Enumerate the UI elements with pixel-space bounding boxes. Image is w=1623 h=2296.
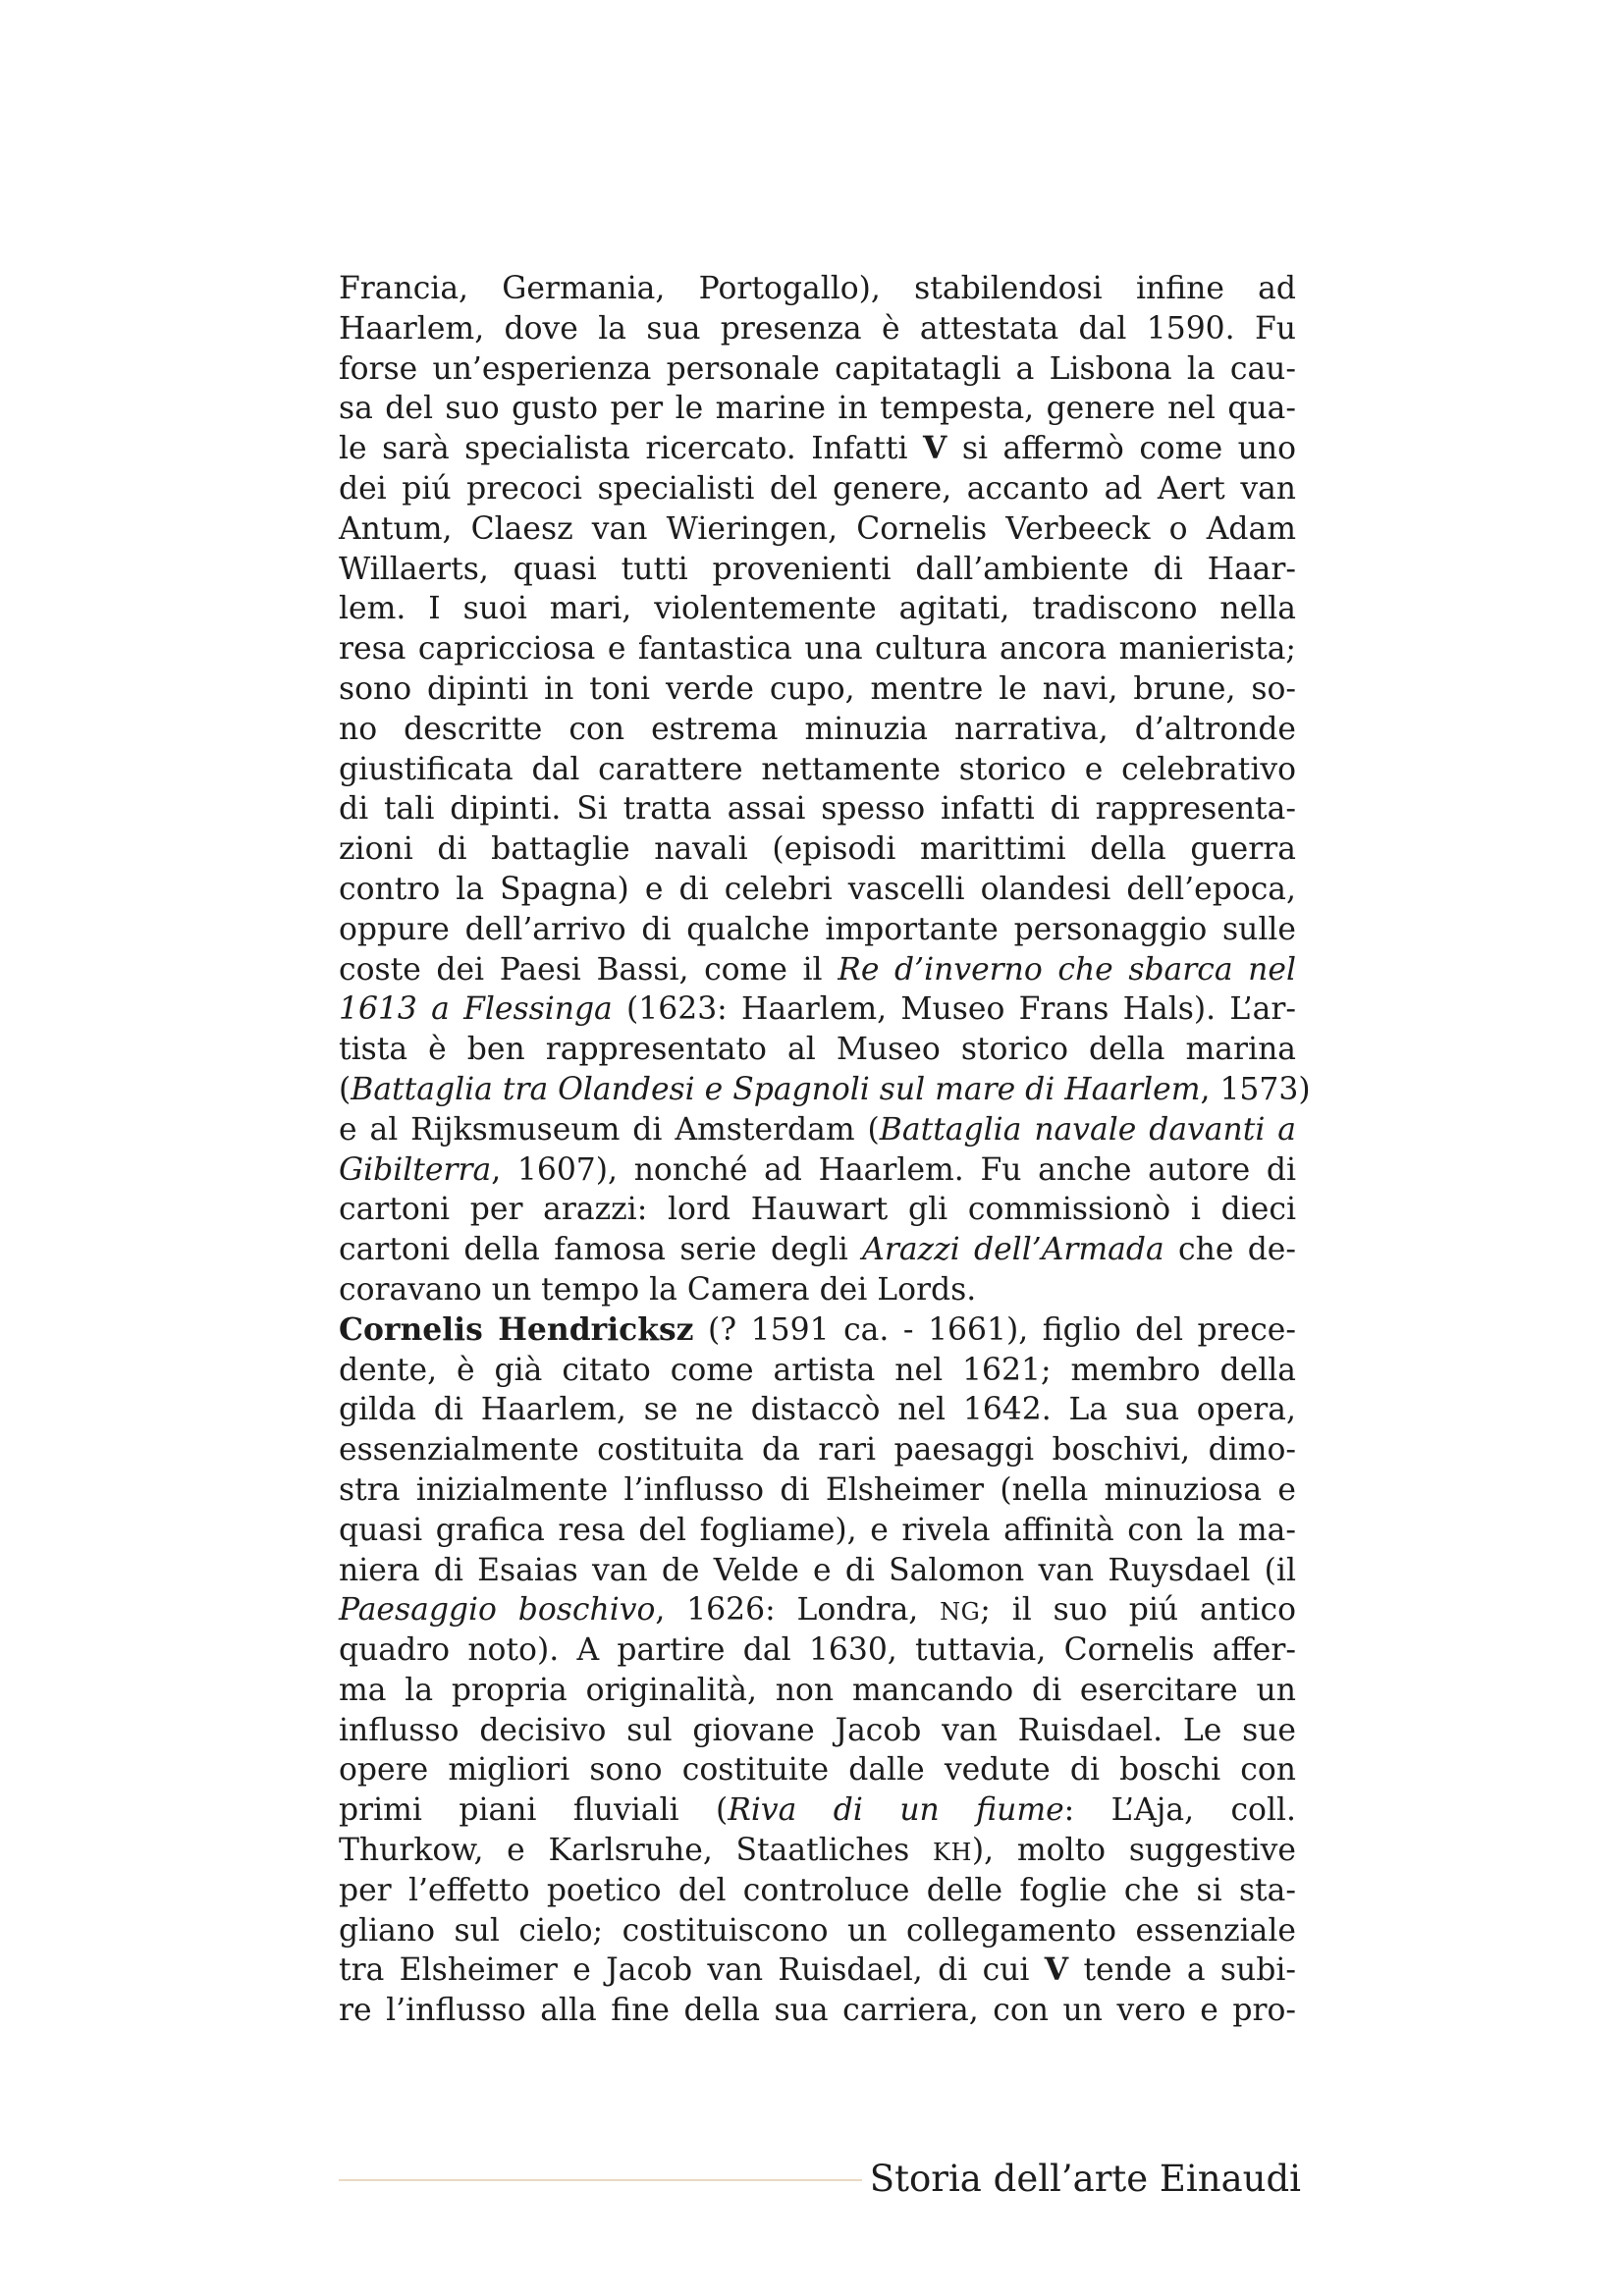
text-line	[339, 710, 1296, 750]
text-line	[339, 1750, 1296, 1790]
text-run: che de-	[1163, 1232, 1296, 1268]
text-run: contro la Spagna) e di celebri vascelli olandesi dell’epoca,	[339, 871, 1296, 907]
text-run: forse un’esperienza personale capitatagli a Lisbona la cau-	[339, 350, 1296, 387]
text-run: primi piani fluviali (	[339, 1792, 729, 1829]
text-run: Antum, Claesz van Wieringen, Cornelis Verbeeck o Adam	[339, 510, 1296, 547]
italic-title: 1613 a Flessinga	[339, 991, 613, 1028]
text-run: opere migliori sono costituite dalle vedute di boschi con	[339, 1752, 1296, 1789]
italic-title: Paesaggio boschivo	[339, 1592, 656, 1629]
text-line	[339, 1270, 1296, 1310]
text-run: Thurkow, e Karlsruhe, Staatliches	[339, 1833, 934, 1869]
text-line	[339, 669, 1296, 710]
text-run: quasi grafica resa del fogliame), e rivela affinità con la ma-	[339, 1512, 1296, 1548]
text-run: Haarlem, dove la sua presenza è attestata dal 1590. Fu	[339, 310, 1296, 347]
text-run: ma la propria originalità, non mancando di esercitare un	[339, 1672, 1296, 1708]
text-run: tista è ben rappresentato al Museo storico della marina	[339, 1032, 1296, 1068]
text-run: ), molto suggestive	[971, 1833, 1296, 1869]
text-run: tra Elsheimer e Jacob van Ruisdael, di cui	[339, 1952, 1045, 1989]
bold-name: V	[1044, 1952, 1069, 1989]
text-line	[339, 1030, 1296, 1070]
text-run: tende a subi-	[1068, 1952, 1296, 1989]
text-run: gilda di Haarlem, se ne distaccò nel 1642. La sua opera,	[339, 1392, 1296, 1428]
text-line	[339, 309, 1296, 349]
text-run: sa del suo gusto per le marine in tempesta, genere nel qua-	[339, 391, 1296, 427]
text-line	[339, 1711, 1296, 1751]
abbreviation: KH	[933, 1839, 972, 1867]
text-run: giustificata dal carattere nettamente storico e celebrativo	[339, 751, 1296, 787]
text-line	[339, 1950, 1296, 1991]
text-line	[339, 389, 1296, 429]
text-run: Willaerts, quasi tutti provenienti dall’ambiente di Haar-	[339, 551, 1296, 587]
text-run: e al Rijksmuseum di Amsterdam (	[339, 1111, 880, 1148]
text-line	[339, 1230, 1296, 1270]
text-run: cartoni della famosa serie degli	[339, 1232, 863, 1268]
text-line	[339, 629, 1296, 669]
text-line	[339, 269, 1296, 309]
text-run: oppure dell’arrivo di qualche importante personaggio sulle	[339, 911, 1296, 947]
text-run: zioni di battaglie navali (episodi marittimi della guerra	[339, 831, 1296, 868]
text-run: cartoni per arazzi: lord Hauwart gli commissionò i dieci	[339, 1192, 1296, 1228]
text-line	[339, 1671, 1296, 1711]
text-run: , 1626: Londra,	[655, 1592, 941, 1629]
text-line	[339, 1390, 1296, 1430]
text-run: quadro noto). A partire dal 1630, tuttavia, Cornelis affer-	[339, 1632, 1296, 1669]
bold-name: V	[923, 431, 947, 467]
text-run: (? 1591 ca. - 1661), figlio del prece-	[693, 1311, 1296, 1348]
text-run: dente, è già citato come artista nel 1621; membro della	[339, 1352, 1296, 1388]
text-run: ; il suo piú antico	[980, 1592, 1296, 1629]
text-run: di tali dipinti. Si tratta assai spesso infatti di rappresenta-	[339, 791, 1296, 828]
body-text	[339, 269, 1311, 2031]
text-line	[339, 989, 1296, 1030]
italic-title: Battaglia navale davanti a	[879, 1111, 1296, 1148]
text-line	[339, 509, 1296, 550]
text-line	[339, 1991, 1296, 2031]
footer-rule	[339, 2179, 862, 2181]
text-line	[339, 1590, 1296, 1630]
italic-title: Arazzi dell’Armada	[862, 1232, 1164, 1268]
text-run: stra inizialmente l’influsso di Elsheimer (nella minuziosa e	[339, 1471, 1296, 1508]
text-line	[339, 1911, 1296, 1951]
text-run: resa capricciosa e fantastica una cultura ancora manierista;	[339, 631, 1296, 667]
text-run: influsso decisivo sul giovane Jacob van Ruisdael. Le sue	[339, 1712, 1296, 1748]
text-line	[339, 429, 1296, 469]
italic-title: Re d’inverno che sbarca nel	[838, 951, 1296, 988]
italic-title: Gibilterra	[339, 1151, 492, 1188]
text-line	[339, 469, 1296, 509]
text-run: niera di Esaias van de Velde e di Salomon van Ruysdael (il	[339, 1552, 1296, 1588]
bold-name: Cornelis Hendricksz	[339, 1311, 694, 1348]
text-line	[339, 1551, 1296, 1591]
text-line	[339, 589, 1296, 629]
text-line	[339, 349, 1296, 390]
text-run: lem. I suoi mari, violentemente agitati, tradiscono nella	[339, 591, 1296, 627]
text-run: gliano sul cielo; costituiscono un collegamento essenziale	[339, 1912, 1296, 1949]
text-line	[339, 1470, 1296, 1511]
text-line	[339, 1190, 1296, 1230]
text-run: dei piú precoci specialisti del genere, accanto ad Aert van	[339, 470, 1296, 507]
text-line	[339, 1430, 1296, 1470]
text-line	[339, 829, 1296, 870]
text-run: , 1573)	[1200, 1071, 1311, 1107]
text-line	[339, 1070, 1311, 1110]
text-line	[339, 1871, 1296, 1911]
text-run: sono dipinti in toni verde cupo, mentre le navi, brune, so-	[339, 670, 1296, 707]
text-line	[339, 950, 1296, 990]
text-line	[339, 1511, 1296, 1551]
text-line	[339, 550, 1296, 590]
text-run: : L’Aja, coll.	[1063, 1792, 1296, 1829]
text-line	[339, 1310, 1296, 1351]
text-line	[339, 1110, 1296, 1150]
text-run: le sarà specialista ricercato. Infatti	[339, 431, 924, 467]
text-run: re l’influsso alla fine della sua carriera, con un vero e pro-	[339, 1993, 1296, 2029]
text-line	[339, 1630, 1296, 1671]
text-run: coravano un tempo la Camera dei Lords.	[339, 1271, 977, 1308]
italic-title: Riva di un fiume	[728, 1792, 1064, 1829]
text-run: per l’effetto poetico del controluce delle foglie che si sta-	[339, 1872, 1296, 1908]
text-line	[339, 870, 1296, 910]
abbreviation: NG	[940, 1598, 981, 1627]
text-run: essenzialmente costituita da rari paesaggi boschivi, dimo-	[339, 1432, 1296, 1468]
italic-title: Battaglia tra Olandesi e Spagnoli sul mare di Haarlem	[351, 1071, 1201, 1107]
footer-title: Storia dell’arte Einaudi	[869, 2158, 1301, 2200]
text-line	[339, 789, 1296, 829]
text-run: , 1607), nonché ad Haarlem. Fu anche autore di	[491, 1151, 1296, 1188]
text-run: (1623: Haarlem, Museo Frans Hals). L’ar-	[612, 991, 1296, 1028]
text-line	[339, 1150, 1296, 1191]
text-line	[339, 1790, 1296, 1831]
text-run: no descritte con estrema minuzia narrativa, d’altronde	[339, 711, 1296, 747]
text-run: si affermò come uno	[947, 431, 1296, 467]
text-line	[339, 1351, 1296, 1391]
text-line	[339, 910, 1296, 950]
text-line	[339, 750, 1296, 790]
text-run: Francia, Germania, Portogallo), stabilendosi infine ad	[339, 271, 1296, 306]
text-run: (	[339, 1071, 352, 1107]
text-run: coste dei Paesi Bassi, come il	[339, 951, 839, 988]
text-line	[339, 1831, 1296, 1871]
